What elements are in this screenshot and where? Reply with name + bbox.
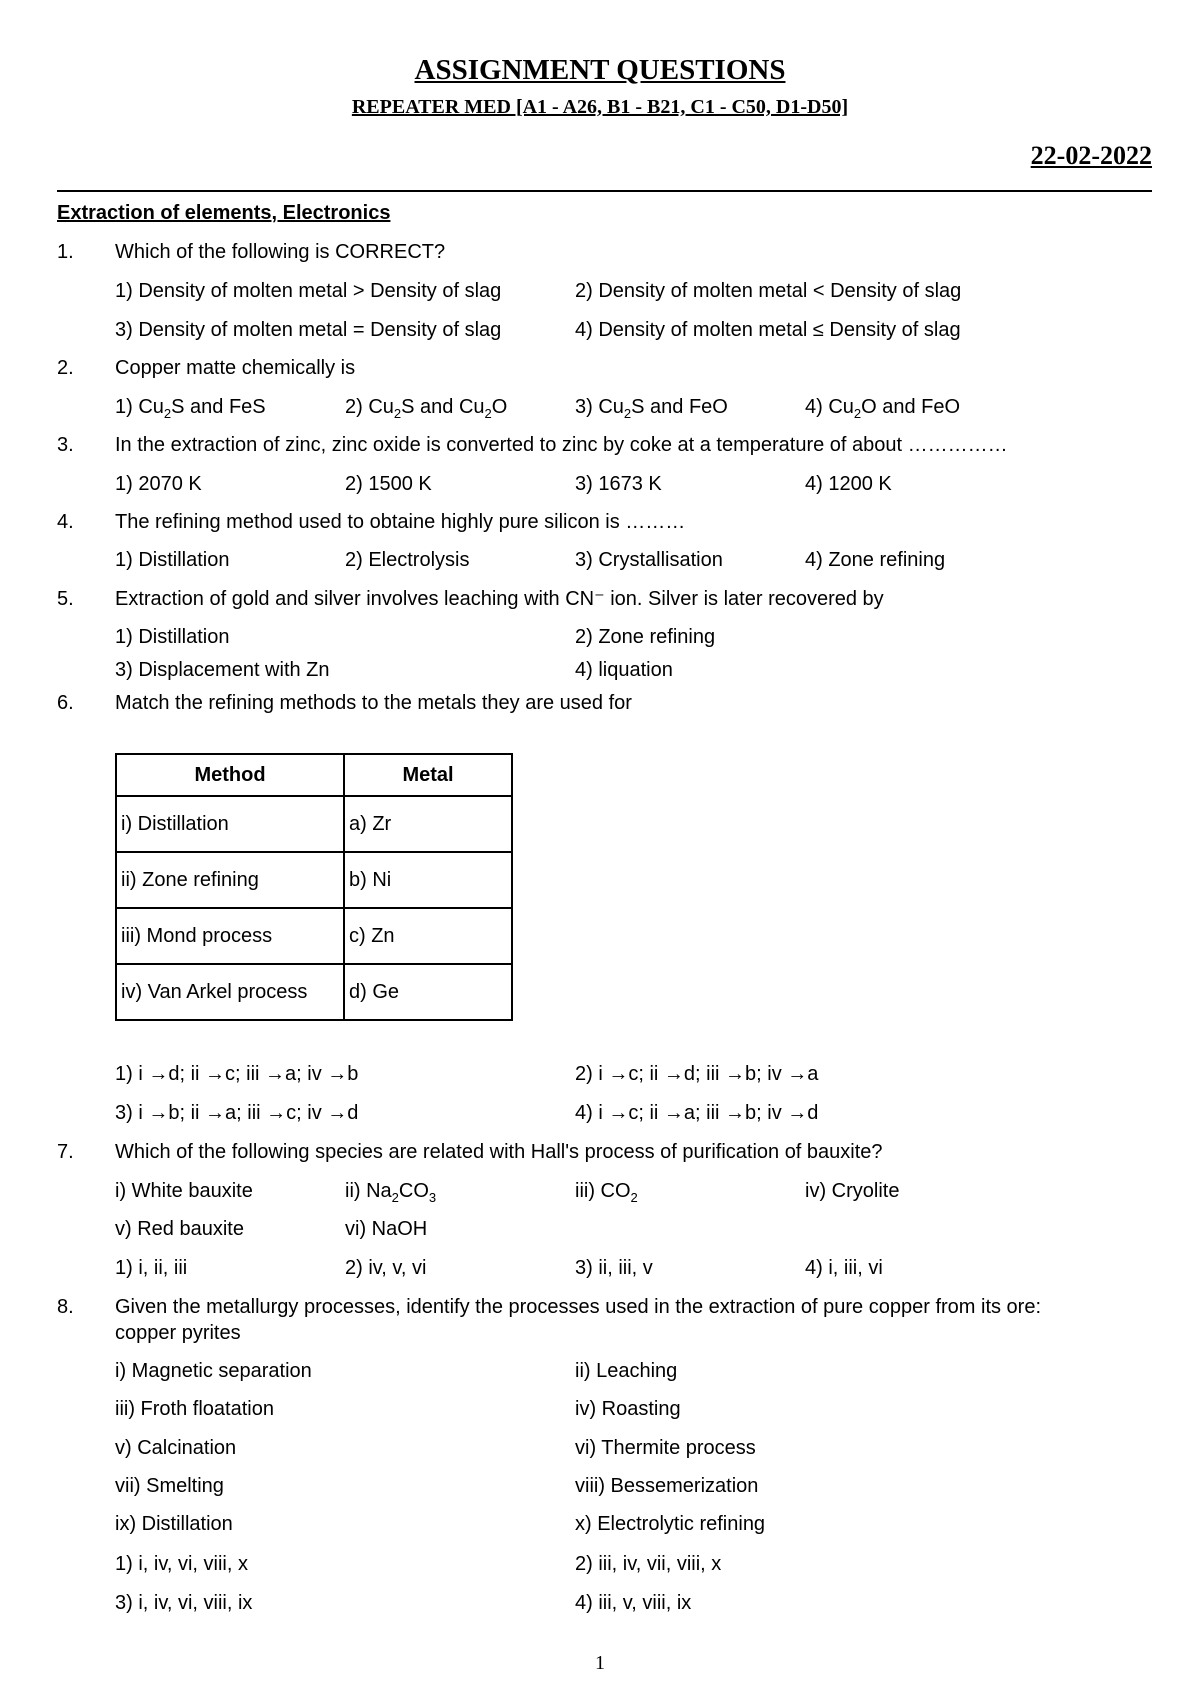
process-item: iii) Froth floatation	[115, 1398, 274, 1420]
table-row	[116, 964, 512, 1020]
question-text: Which of the following species are related with Hall's process of purification of bauxite?	[115, 1141, 883, 1163]
species-item: vi) NaOH	[345, 1218, 428, 1240]
date-label: 22-02-2022	[1030, 141, 1152, 170]
option: 4) $Cu_2O$ and FeO	[805, 396, 961, 421]
option: 2) Density of molten metal < Density of slag	[575, 280, 962, 302]
table-row	[116, 852, 512, 908]
question-text: Which of the following is CORRECT?	[115, 241, 446, 263]
option: 2) Electrolysis	[345, 549, 470, 571]
question-number: 2.	[57, 357, 74, 379]
species-item: iii) $CO_2$	[575, 1180, 638, 1205]
option: 3) i, iv, vi, viii, ix	[115, 1592, 253, 1614]
species-item: i) White bauxite	[115, 1180, 253, 1202]
option: 4) Density of molten metal ≤ Density of slag	[575, 319, 961, 341]
process-item: vii) Smelting	[115, 1475, 224, 1497]
question-number: 6.	[57, 692, 74, 714]
table-row	[116, 796, 512, 852]
option: 1) $Cu_2S$ and FeS	[115, 396, 266, 421]
option: 2) $Cu_2S$ and $Cu_2O$	[345, 396, 508, 421]
table-header-row	[116, 754, 512, 796]
option: 4) liquation	[575, 659, 673, 681]
process-item: viii) Bessemerization	[575, 1475, 759, 1497]
option: 4) Zone refining	[805, 549, 946, 571]
column-header-method: Method	[116, 754, 344, 796]
option: 3) Crystallisation	[575, 549, 723, 571]
question-text: Match the refining methods to the metals they are used for	[115, 692, 632, 714]
column-header-metal: Metal	[344, 754, 512, 796]
method-cell: i) Distillation	[116, 796, 344, 852]
option: 2) 1500 K	[345, 473, 432, 495]
option: 2) iv, v, vi	[345, 1257, 427, 1279]
option: 1) Distillation	[115, 549, 230, 571]
question-text: Copper matte chemically is	[115, 357, 356, 379]
process-item: v) Calcination	[115, 1437, 237, 1459]
question-number: 4.	[57, 511, 74, 533]
process-item: x) Electrolytic refining	[575, 1513, 766, 1535]
species-item: v) Red bauxite	[115, 1218, 244, 1240]
option: 3) 1673 K	[575, 473, 662, 495]
question-number: 7.	[57, 1141, 74, 1163]
header-divider	[57, 190, 1152, 192]
question-text: Given the metallurgy processes, identify the processes used in the extraction of pure copper from its ore:	[115, 1296, 1042, 1318]
question-text-continued: copper pyrites	[115, 1322, 241, 1344]
option: 1) Density of molten metal > Density of slag	[115, 280, 502, 302]
table-row	[116, 908, 512, 964]
species-item: ii) $Na_2CO_3$	[345, 1180, 437, 1205]
option: 3) Density of molten metal = Density of slag	[115, 319, 502, 341]
metal-cell: d) Ge	[344, 964, 512, 1020]
question-text: In the extraction of zinc, zinc oxide is converted to zinc by coke at a temperature of about ……………	[115, 434, 1008, 456]
option: 1) i →d; ii →c; iii →a; iv →b	[115, 1063, 359, 1085]
process-item: i) Magnetic separation	[115, 1360, 312, 1382]
option: 3) i →b; ii →a; iii →c; iv →d	[115, 1102, 359, 1124]
process-item: ix) Distillation	[115, 1513, 233, 1535]
question-number: 1.	[57, 241, 74, 263]
question-number: 5.	[57, 588, 74, 610]
page-number: 1	[595, 1652, 605, 1674]
option: 2) Zone refining	[575, 626, 716, 648]
option: 2) i →c; ii →d; iii →b; iv →a	[575, 1063, 819, 1085]
method-cell: iii) Mond process	[116, 908, 344, 964]
option: 2) iii, iv, vii, viii, x	[575, 1553, 722, 1575]
process-item: ii) Leaching	[575, 1360, 678, 1382]
question-text: The refining method used to obtaine highly pure silicon is ………	[115, 511, 686, 533]
option: 1) i, ii, iii	[115, 1257, 188, 1279]
metal-cell: b) Ni	[344, 852, 512, 908]
option: 4) 1200 K	[805, 473, 892, 495]
option: 3) $Cu_2S$ and FeO	[575, 396, 728, 421]
process-item: vi) Thermite process	[575, 1437, 756, 1459]
option: 4) iii, v, viii, ix	[575, 1592, 692, 1614]
option: 3) ii, iii, v	[575, 1257, 653, 1279]
option: 1) i, iv, vi, viii, x	[115, 1553, 248, 1575]
option: 4) i, iii, vi	[805, 1257, 883, 1279]
question-text: Extraction of gold and silver involves leaching with CN⁻ ion. Silver is later recovered by	[115, 588, 884, 610]
page-subtitle: REPEATER MED [A1 - A26, B1 - B21, C1 - C50, D1-D50]	[351, 96, 849, 118]
option: 4) i →c; ii →a; iii →b; iv →d	[575, 1102, 819, 1124]
option: 3) Displacement with Zn	[115, 659, 330, 681]
match-table	[115, 753, 513, 1021]
metal-cell: c) Zn	[344, 908, 512, 964]
method-cell: ii) Zone refining	[116, 852, 344, 908]
section-title: Extraction of elements, Electronics	[57, 202, 391, 224]
question-number: 3.	[57, 434, 74, 456]
species-item: iv) Cryolite	[805, 1180, 900, 1202]
question-number: 8.	[57, 1296, 74, 1318]
option: 1) Distillation	[115, 626, 230, 648]
process-item: iv) Roasting	[575, 1398, 681, 1420]
page-title: ASSIGNMENT QUESTIONS	[414, 54, 786, 86]
metal-cell: a) Zr	[344, 796, 512, 852]
method-cell: iv) Van Arkel process	[116, 964, 344, 1020]
option: 1) 2070 K	[115, 473, 202, 495]
